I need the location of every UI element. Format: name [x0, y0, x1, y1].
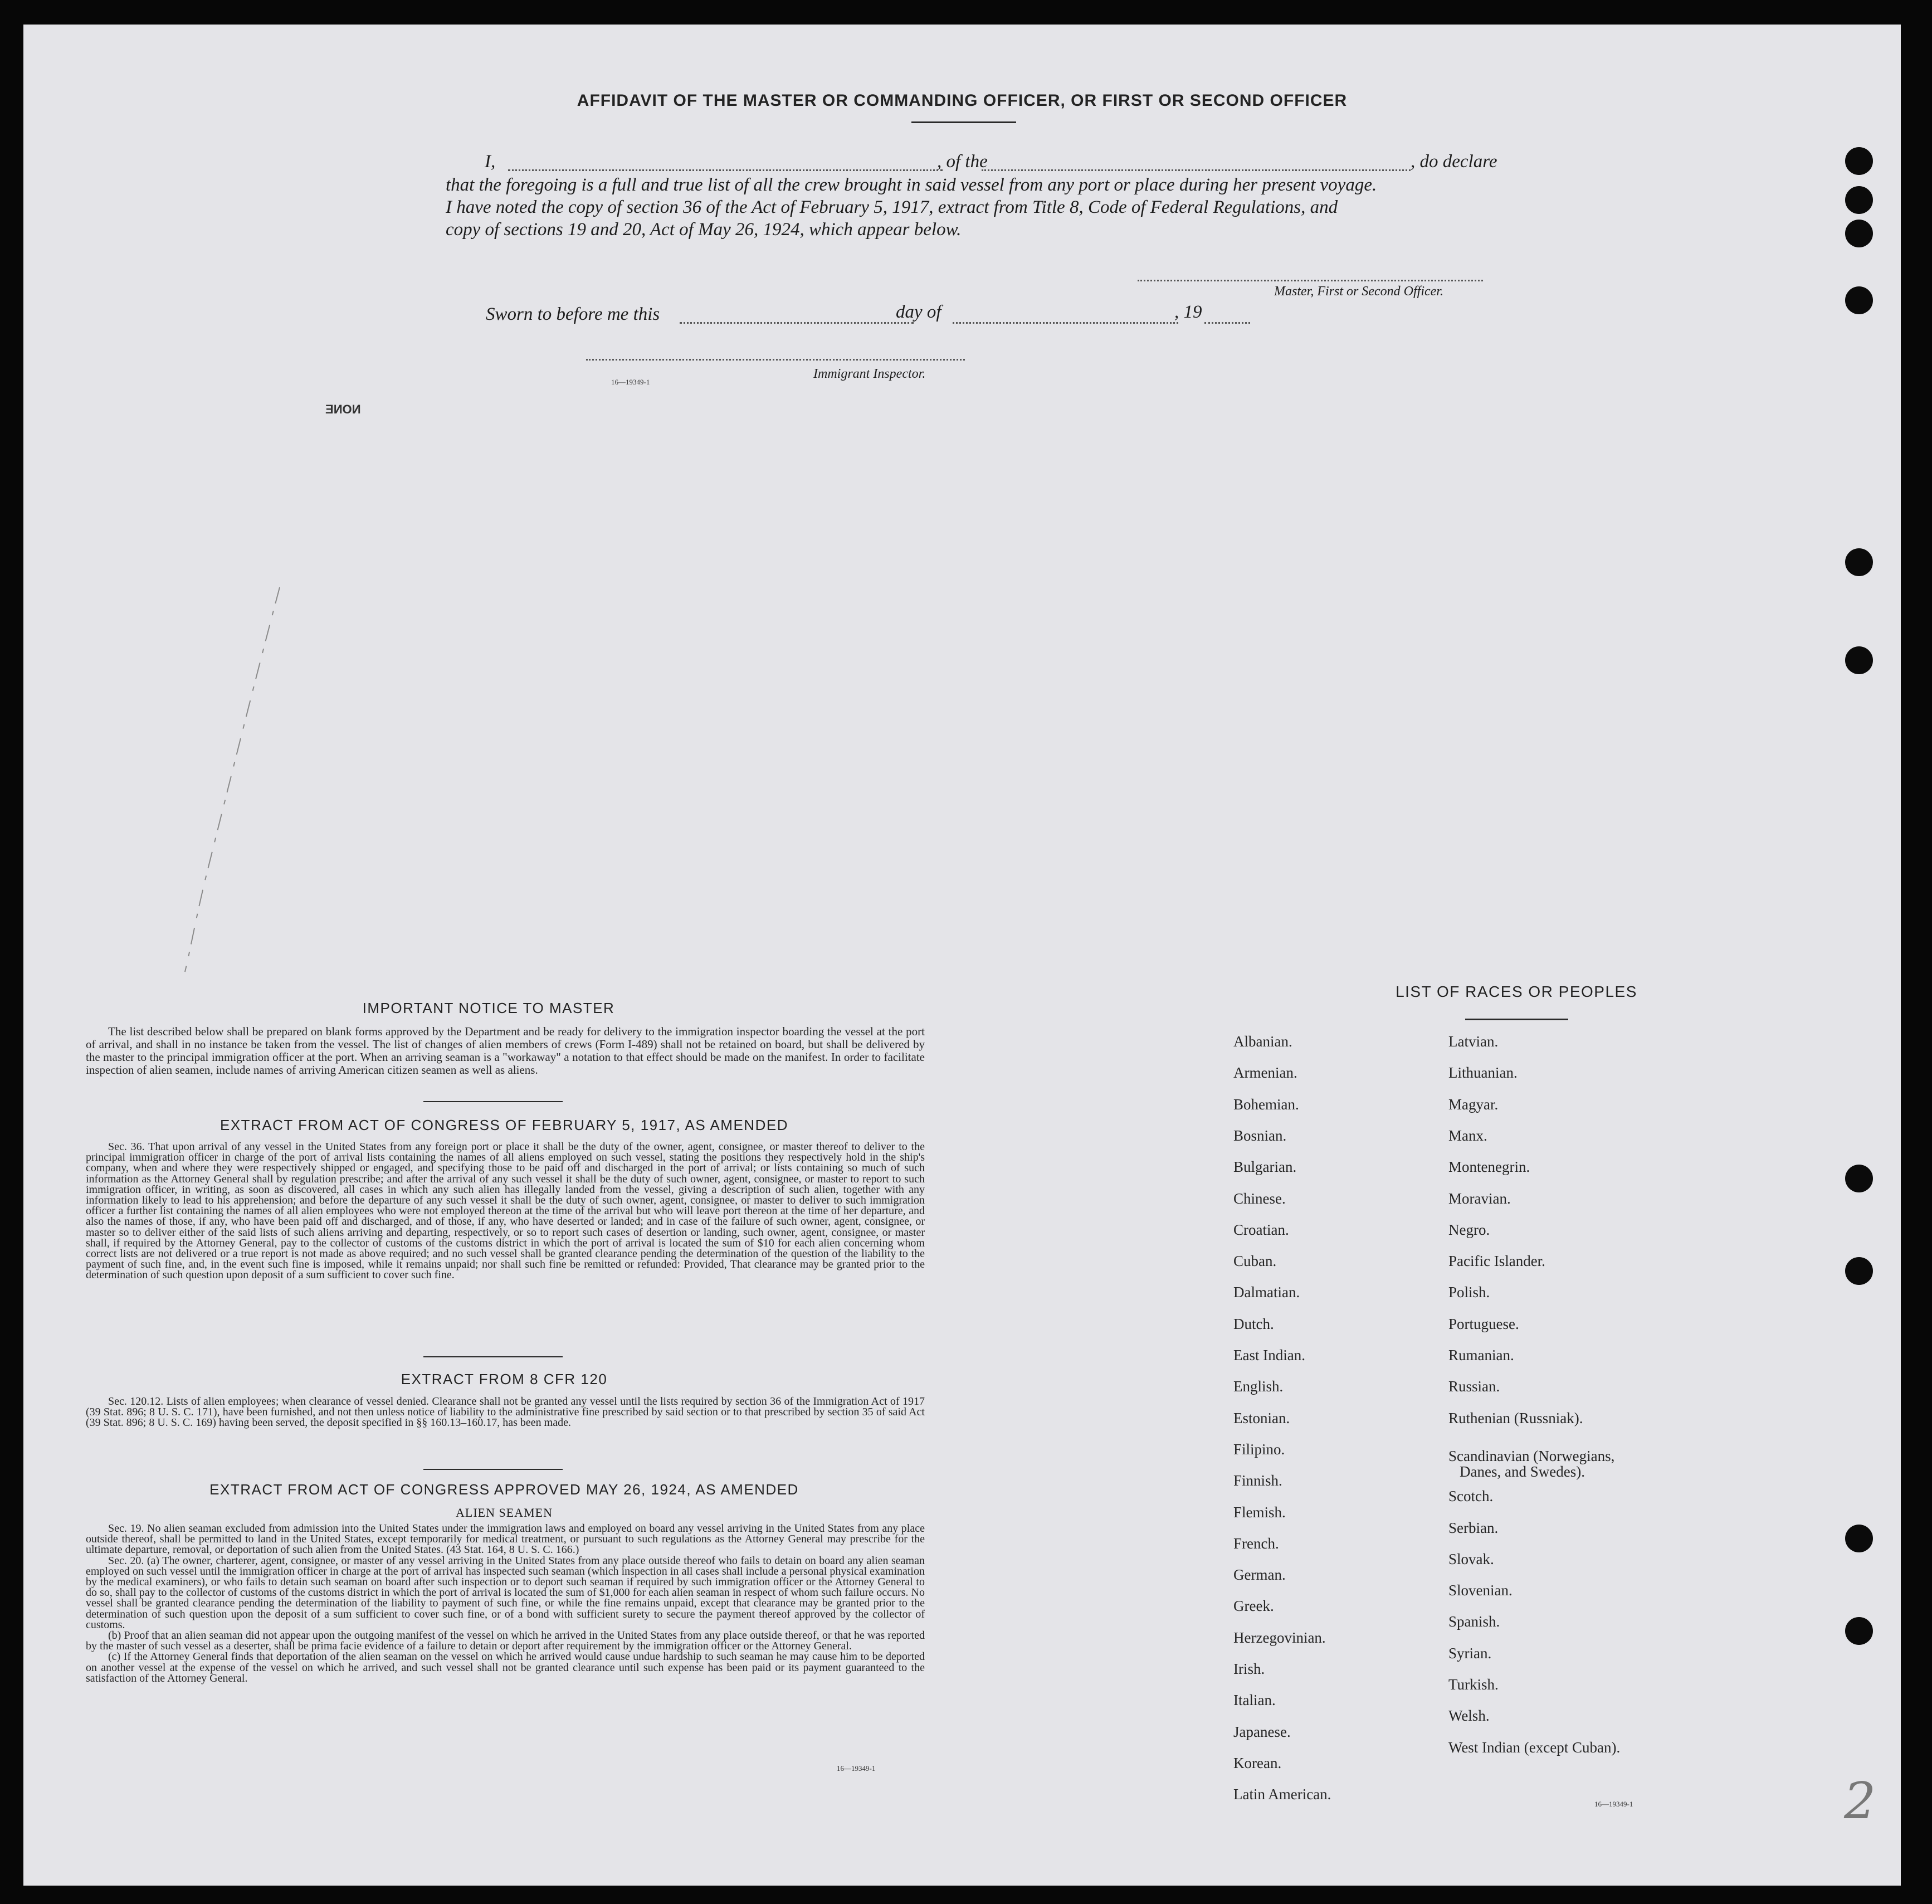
pencil-line: [140, 582, 308, 983]
race-item: Latin American.: [1233, 1786, 1331, 1803]
extract-1924-text: [86, 1523, 925, 1684]
divider-2: [423, 1356, 563, 1357]
race-item: Chinese.: [1233, 1190, 1286, 1207]
race-item: Finnish.: [1233, 1472, 1282, 1489]
race-item: Serbian.: [1448, 1519, 1499, 1536]
year-prefix: , 19: [1174, 302, 1202, 322]
extract-1917-text: Sec. 36. That upon arrival of any vessel in the United States from any foreign port or place it shall be the duty of the owner, agent, consignee, or master thereof to deliver to the principal immigration officer in charge of the port of arrival lists containing the names of all aliens employed on such vessel, stating the positions they respectively hold in the ship's company, when and where they were respectively shipped or engaged, and specifying those to be paid off and discharged in the port of arrival; or lists containing so much of such information as the Attorney General shall by regulation prescribe; and after the arrival of any such vessel it shall be the duty of such owner, agent, consignee, or master to report to such immigration officer, in writing, as soon as discovered, all cases in which any such alien has illegally landed from the vessel, giving a description of such alien, together with any information likely to lead to his apprehension; and before the departure of any such vessel it shall be the duty of such owner, agent, consignee, or master to deliver to such immigration officer a further list containing the names of all alien employees who were not employed thereon at the time of the arrival but who will leave port thereon at the time of her departure, and also the names of those, if any, who have been paid off and discharged, and of those, if any, who have deserted or landed; and in case of the failure of such owner, agent, consignee, or master so to deliver either of the said lists of such aliens arriving and departing, respectively, or so to report such cases of desertion or landing, such owner, agent, consignee, or master shall, if required by the Attorney General, pay to the collector of customs of the customs district in which the port of arrival is located the sum of $10 for each alien concerning whom correct lists are not delivered or a true report is not made as above required; and no such vessel shall be granted clearance pending the determination of the question of the liability to the payment of such fine, and, in the event such fine is imposed, while it remains unpaid; nor shall such fine be remitted or refunded: Provided, That clearance may be granted prior to the determination of such question upon deposit of a sum sufficient to cover such fine.: [86, 1141, 925, 1282]
race-item: Danes, and Swedes).: [1460, 1463, 1585, 1480]
race-item: Irish.: [1233, 1660, 1265, 1677]
binder-hole: [1845, 286, 1873, 314]
sec-20b: (b) Proof that an alien seaman did not appear upon the outgoing manifest of the vessel on which he arrived in the United States from any place outside thereof, or that he was reported by the master of such vessel as a deserter, shall be prima facie evidence of a failure to detain or deport after requirement by the immigration officer or the Attorney General.: [86, 1629, 925, 1653]
form-number-races: 16—19349-1: [1594, 1800, 1633, 1808]
race-item: Dalmatian.: [1233, 1284, 1300, 1301]
sworn-day-field[interactable]: [680, 322, 914, 324]
binder-hole: [1845, 1165, 1873, 1192]
race-item: Negro.: [1448, 1221, 1490, 1238]
race-item: East Indian.: [1233, 1347, 1305, 1364]
race-item: Moravian.: [1448, 1190, 1511, 1207]
divider-1: [423, 1101, 563, 1102]
declaration-line-1: [485, 152, 495, 172]
race-item: Filipino.: [1233, 1440, 1285, 1458]
race-item: Magyar.: [1448, 1095, 1499, 1113]
master-signature-label: Master, First or Second Officer.: [1274, 284, 1443, 299]
race-item: Portuguese.: [1448, 1315, 1519, 1332]
race-item: Cuban.: [1233, 1253, 1277, 1270]
binder-hole: [1845, 1257, 1873, 1285]
races-title: LIST OF RACES OR PEOPLES: [1396, 983, 1637, 1000]
race-item: Latvian.: [1448, 1033, 1499, 1050]
race-item: Bohemian.: [1233, 1095, 1299, 1113]
race-item: Slovenian.: [1448, 1582, 1513, 1599]
race-item: Estonian.: [1233, 1409, 1290, 1426]
race-item: Dutch.: [1233, 1315, 1274, 1332]
race-item: Flemish.: [1233, 1503, 1286, 1521]
declaration-line-4: copy of sections 19 and 20, Act of May 26, 1924, which appear below.: [446, 220, 962, 240]
declaration-line-3: I have noted the copy of section 36 of the Act of February 5, 1917, extract from Title 8, Code of Federal Regulations, and: [446, 197, 1338, 217]
sec-19: Sec. 19. No alien seaman excluded from admission into the United States under the immigration laws and employed on board any vessel arriving in the United States from any place outside thereof, shall be permitted to land in the United States, except temporarily for medical treatment, or pursuant to such regulations as the Attorney General may prescribe for the ultimate departure, removal, or deportation of such alien from the United States. (43 Stat. 164, 8 U. S. C. 166.): [86, 1522, 925, 1556]
extract-cfr-text: Sec. 120.12. Lists of alien employees; when clearance of vessel denied. Clearance shall not be granted any vessel until the lists required by section 36 of the Immigration Act of 1917 (39 Stat. 896; 8 U. S. C. 171), have been furnished, and not then unless notice of liability to the administrative fine prescribed by said section or to that prescribed by section 35 of said Act (39 Stat. 896; 8 U. S. C. 169) having been served, the deposit specified in §§ 160.13–160.17, has been made.: [86, 1395, 925, 1429]
races-underline: [1465, 1019, 1568, 1020]
race-item: Spanish.: [1448, 1613, 1500, 1630]
race-item: Polish.: [1448, 1284, 1490, 1301]
inspector-signature-field[interactable]: [586, 359, 965, 361]
sworn-year-field[interactable]: [1204, 322, 1250, 324]
race-item: Scandinavian (Norwegians,: [1448, 1447, 1615, 1464]
binder-hole: [1845, 1525, 1873, 1552]
extract-1917-title: EXTRACT FROM ACT OF CONGRESS OF FEBRUARY 5, 1917, AS AMENDED: [220, 1117, 788, 1133]
divider-3: [423, 1469, 563, 1470]
of-the-label: , of the: [937, 152, 988, 172]
race-item: Greek.: [1233, 1598, 1274, 1615]
document-page: [23, 25, 1901, 1886]
extract-1924-title: EXTRACT FROM ACT OF CONGRESS APPROVED MAY 26, 1924, AS AMENDED: [209, 1481, 799, 1498]
race-item: Armenian.: [1233, 1064, 1297, 1082]
notice-text: The list described below shall be prepared on blank forms approved by the Department and be ready for delivery to the immigration inspector boarding the vessel at the port of arrival, and shall in no instance be taken from the vessel. The list of changes of alien members of crews (Form I-489) shall not be retained on board, but shall be delivered by the master to the principal immigration officer at the port. When an arriving seaman is a "workaway" a notation to that effect should be made on the manifest. In order to facilitate inspection of alien seamen, include names of arriving American citizen seamen as well as aliens.: [86, 1025, 925, 1077]
notice-title: IMPORTANT NOTICE TO MASTER: [362, 1000, 615, 1016]
affidavit-title: AFFIDAVIT OF THE MASTER OR COMMANDING OFFICER, OR FIRST OR SECOND OFFICER: [577, 91, 1348, 110]
do-declare-label: , do declare: [1411, 152, 1497, 172]
race-item: West Indian (except Cuban).: [1448, 1739, 1621, 1756]
race-item: German.: [1233, 1566, 1286, 1584]
binder-hole: [1845, 186, 1873, 214]
race-item: Pacific Islander.: [1448, 1253, 1545, 1270]
race-item: Italian.: [1233, 1692, 1276, 1709]
race-item: Russian.: [1448, 1378, 1500, 1395]
race-item: French.: [1233, 1535, 1279, 1552]
race-item: Montenegrin.: [1448, 1158, 1530, 1176]
race-item: Welsh.: [1448, 1707, 1490, 1725]
none-stamp: NONE: [325, 402, 361, 416]
alien-seamen-subtitle: ALIEN SEAMEN: [456, 1506, 553, 1520]
extract-cfr-title: EXTRACT FROM 8 CFR 120: [401, 1371, 608, 1387]
form-number-top: 16—19349-1: [611, 378, 650, 386]
race-item: Lithuanian.: [1448, 1064, 1518, 1082]
binder-hole: [1845, 646, 1873, 674]
day-of-label: day of: [896, 302, 941, 322]
race-item: Turkish.: [1448, 1676, 1499, 1693]
race-item: Japanese.: [1233, 1723, 1291, 1740]
race-item: Slovak.: [1448, 1550, 1494, 1567]
binder-hole: [1845, 147, 1873, 175]
race-item: Albanian.: [1233, 1033, 1292, 1050]
race-item: Rumanian.: [1448, 1347, 1514, 1364]
master-signature-field[interactable]: [1138, 280, 1483, 281]
race-item: Manx.: [1448, 1127, 1487, 1144]
race-item: Bosnian.: [1233, 1127, 1287, 1144]
sworn-label: Sworn to before me this: [486, 304, 660, 324]
race-item: Bulgarian.: [1233, 1158, 1297, 1176]
binder-hole: [1845, 548, 1873, 576]
form-number-notice: 16—19349-1: [837, 1764, 876, 1772]
sec-20a: Sec. 20. (a) The owner, charterer, agent, consignee, or master of any vessel arriving in the United States from any place outside thereof who fails to detain on board any alien seaman employed on such vessel until the immigration officer in charge at the port of arrival has inspected such seaman (which inspection in all cases shall include a personal physical examination by the medical examiners), or who fails to detain such seaman on board after such inspection or to deport such seaman if required by such immigration officer or the Attorney General to do so, shall pay to the collector of customs of the customs district in which the port of arrival is located the sum of $1,000 for each alien seaman in respect of whom such failure occurs. No vessel shall be granted clearance pending the determination of the liability to payment of such fine, or while the fine remains unpaid, except that clearance may be granted prior to the determination of such question upon the deposit of a sum sufficient to cover such fine, or of a bond with sufficient surety to secure the payment thereof approved by the collector of customs.: [86, 1554, 925, 1631]
race-item: Syrian.: [1448, 1644, 1492, 1662]
declarant-prefix: I,: [485, 152, 496, 172]
race-item: Korean.: [1233, 1754, 1282, 1771]
race-item: Scotch.: [1448, 1488, 1494, 1505]
margin-note: 2: [1844, 1772, 1876, 1830]
sec-20c: (c) If the Attorney General finds that deportation of the alien seaman on the vessel on which he arrived would cause undue hardship to such seaman he may cause him to be deported on another vessel at the expense of the vessel on which he arrived, and such vessel shall not be granted clearance until such expense has been paid or its payment guaranteed to the satisfaction of the Attorney General.: [86, 1650, 925, 1684]
race-item: English.: [1233, 1378, 1284, 1395]
declarant-name-field[interactable]: [508, 169, 943, 171]
race-item: Herzegovinian.: [1233, 1629, 1326, 1646]
declaration-line-2: that the foregoing is a full and true list of all the crew brought in said vessel from any port or place during her present voyage.: [446, 175, 1377, 195]
vessel-name-field[interactable]: [982, 169, 1411, 171]
race-item: Croatian.: [1233, 1221, 1289, 1238]
title-underline: [911, 121, 1016, 123]
inspector-label: Immigrant Inspector.: [813, 367, 926, 381]
race-item: Ruthenian (Russniak).: [1448, 1409, 1583, 1426]
sworn-month-field[interactable]: [953, 322, 1178, 324]
binder-hole: [1845, 1617, 1873, 1645]
binder-hole: [1845, 220, 1873, 247]
